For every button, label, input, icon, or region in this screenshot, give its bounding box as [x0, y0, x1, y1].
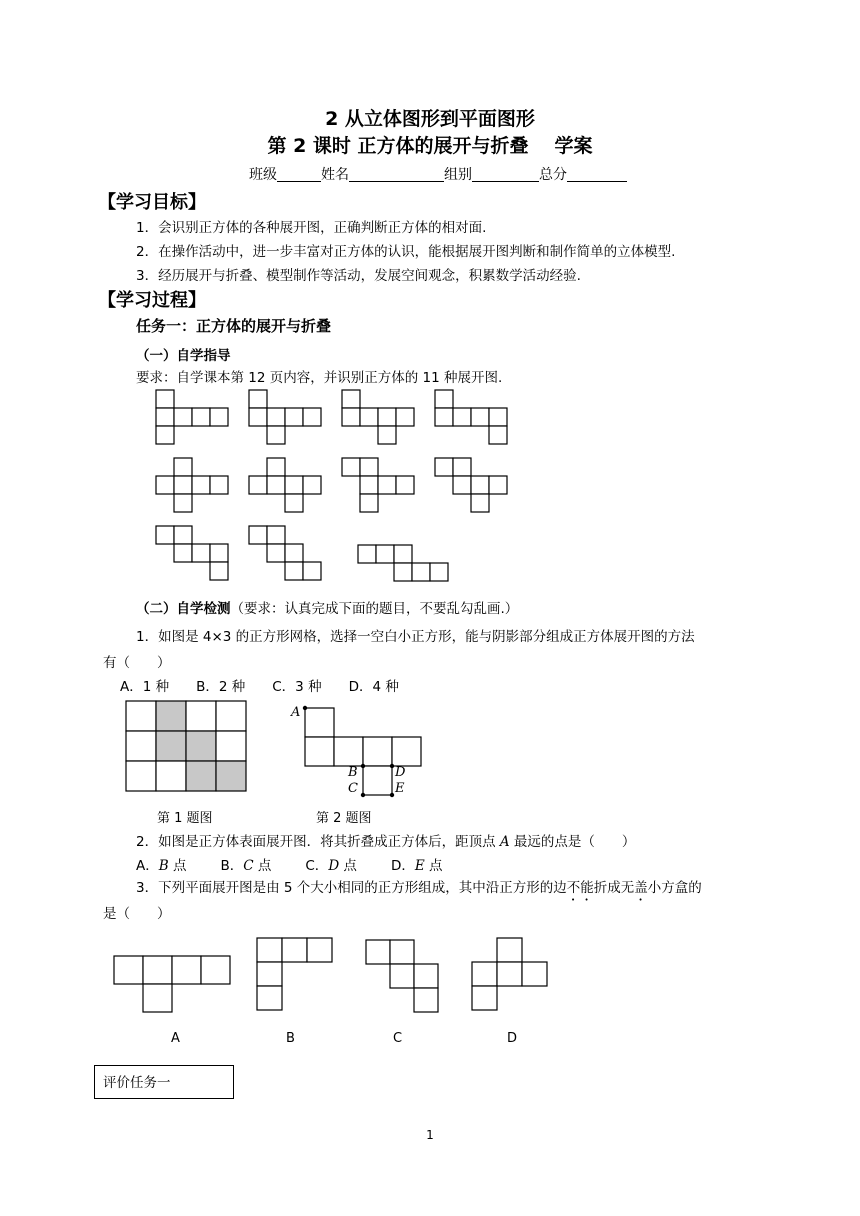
- q3-nets-figure: [0, 930, 860, 1030]
- q3-net-b: [257, 938, 332, 1010]
- cube-net-8: [435, 458, 507, 512]
- subtitle-type: 学案: [554, 135, 593, 157]
- task1-title: 任务一：正方体的展开与折叠: [136, 317, 332, 335]
- score-label: 总分: [539, 167, 567, 183]
- q2-options: A．B 点 B．C 点 C．D 点 D．E 点: [136, 858, 443, 874]
- q3-option-c-label: C: [393, 1031, 403, 1046]
- subtitle-lesson: 第 2 课时 正方体的展开与折叠: [267, 135, 529, 157]
- class-label: 班级: [249, 167, 277, 183]
- page-number: 1: [426, 1128, 434, 1142]
- group-label: 组别: [444, 167, 472, 183]
- q3-net-a: [114, 956, 230, 1012]
- cube-net-2: [249, 390, 321, 444]
- guide-requirement: 要求：自学课本第 12 页内容，并识别正方体的 11 种展开图.: [136, 370, 503, 386]
- q2-text: 2．如图是正方体表面展开图．将其折叠成正方体后，距顶点 A 最远的点是（ ）: [136, 834, 636, 850]
- check-heading: （二）自学检测（要求：认真完成下面的题目，不要乱勾乱画.）: [136, 601, 519, 617]
- cube-nets-figure: [0, 0, 860, 600]
- cube-net-11: [358, 545, 448, 581]
- objectives-heading: 【学习目标】: [98, 192, 206, 213]
- cube-net-4: [435, 390, 507, 444]
- point-label-a: A: [291, 705, 301, 720]
- fig1-caption: 第 1 题图: [157, 811, 213, 826]
- fig2-caption: 第 2 题图: [316, 811, 372, 826]
- cube-net-7: [342, 458, 414, 512]
- process-heading: 【学习过程】: [98, 290, 206, 311]
- q1-text-cont: 有（ ）: [103, 655, 171, 671]
- cube-net-5: [156, 458, 228, 512]
- q1-grid-figure: [120, 695, 250, 801]
- page-title: 2 从立体图形到平面图形: [325, 108, 535, 130]
- cube-net-6: [249, 458, 321, 512]
- objective-item: 1．会识别正方体的各种展开图，正确判断正方体的相对面.: [136, 220, 487, 236]
- q3-option-a-label: A: [171, 1031, 180, 1046]
- q3-text-cont: 是（ ）: [103, 906, 171, 922]
- q3-net-c: [366, 940, 438, 1012]
- guide-title: （一）自学指导: [136, 348, 231, 364]
- q2-net-figure: [288, 700, 438, 804]
- q1-text: 1．如图是 4×3 的正方形网格，选择一空白小正方形，能与阴影部分组成正方体展开图的方法: [136, 629, 695, 645]
- point-label-b: B: [348, 765, 358, 780]
- q3-option-d-label: D: [507, 1031, 518, 1046]
- q3-text: 3．下列平面展开图是由 5 个大小相同的正方形组成，其中沿正方形的边不能折成无盖小方盒的: [136, 880, 702, 896]
- q3-option-b-label: B: [286, 1031, 295, 1046]
- objective-item: 3．经历展开与折叠、模型制作等活动，发展空间观念，积累数学活动经验.: [136, 268, 581, 284]
- cube-net-1: [156, 390, 228, 444]
- cube-net-9: [156, 526, 228, 580]
- q3-net-d: [472, 938, 547, 1010]
- point-label-e: E: [395, 781, 405, 796]
- evaluation-box: 评价任务一: [94, 1065, 234, 1099]
- objective-item: 2．在操作活动中，进一步丰富对正方体的认识，能根据展开图判断和制作简单的立体模型.: [136, 244, 676, 260]
- cube-net-3: [342, 390, 414, 444]
- point-label-d: D: [395, 765, 406, 780]
- q1-options: A．1 种 B．2 种 C．3 种 D．4 种: [120, 679, 399, 695]
- name-label: 姓名: [321, 167, 349, 183]
- cube-net-10: [249, 526, 321, 580]
- point-label-c: C: [348, 781, 358, 796]
